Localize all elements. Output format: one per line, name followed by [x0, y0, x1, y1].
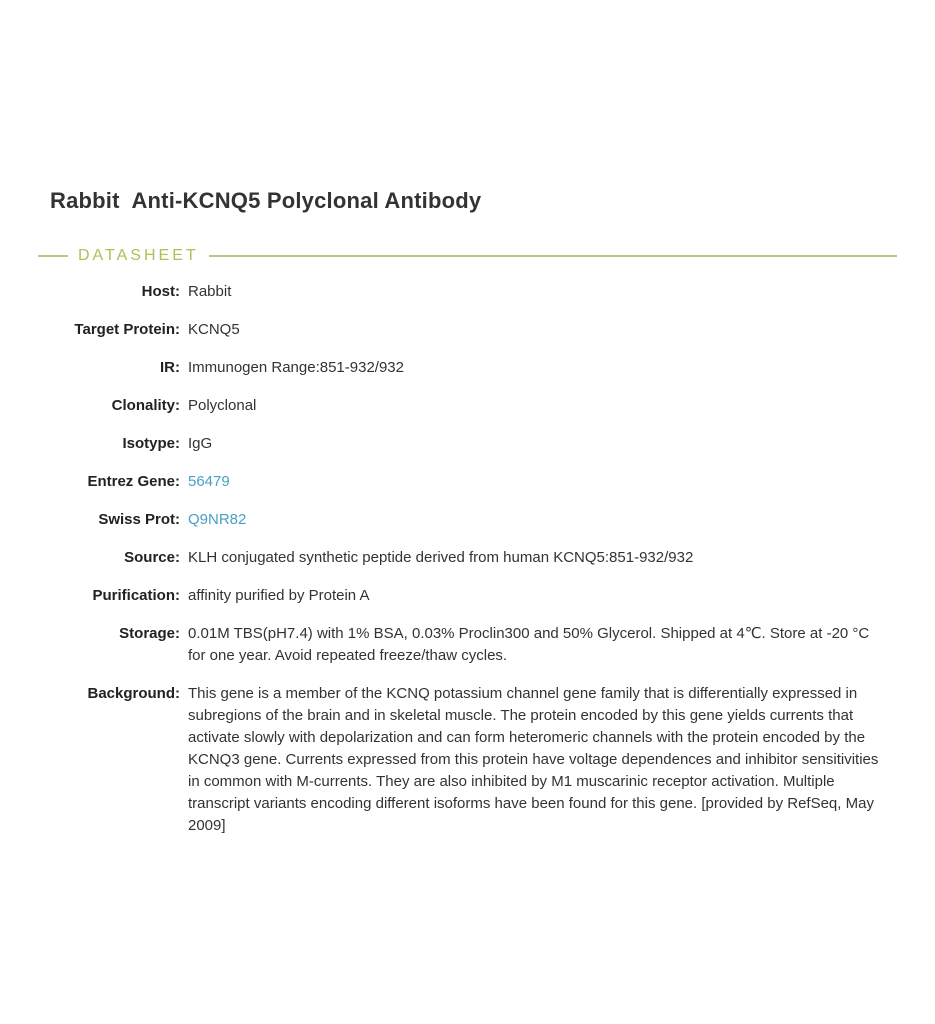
swiss-prot-link[interactable]: Q9NR82: [188, 511, 247, 528]
field-label: Swiss Prot:: [98, 511, 180, 528]
field-row-host: [40, 281, 890, 303]
field-value: Immunogen Range:851-932/932: [188, 359, 404, 376]
field-label: Purification:: [92, 587, 180, 604]
left-dash-divider: [38, 255, 68, 257]
field-value: IgG: [188, 435, 213, 452]
section-title: DATASHEET: [78, 247, 199, 264]
field-row-entrez-gene: [40, 471, 890, 493]
field-value: KCNQ5: [188, 321, 240, 338]
field-value: affinity purified by Protein A: [188, 587, 370, 604]
field-label: Storage:: [119, 625, 180, 642]
field-row-ir: [40, 357, 890, 379]
page-title: Rabbit Anti-KCNQ5 Polyclonal Antibody: [50, 187, 482, 213]
field-row-target-protein: [40, 319, 890, 341]
entrez-gene-link[interactable]: 56479: [188, 473, 230, 490]
field-row-background: [40, 683, 890, 837]
field-row-isotype: [40, 433, 890, 455]
field-row-clonality: [40, 395, 890, 417]
field-label: Target Protein:: [74, 321, 180, 338]
field-row-swiss-prot: [40, 509, 890, 531]
horizontal-rule: [209, 255, 897, 257]
field-label: IR:: [160, 359, 180, 376]
field-value: 0.01M TBS(pH7.4) with 1% BSA, 0.03% Proclin300 and 50% Glycerol. Shipped at 4℃. Store at -20 °C for one year. Avoid repeated freeze/thaw cycles.: [188, 625, 870, 664]
field-row-purification: [40, 585, 890, 607]
field-value: Rabbit: [188, 283, 232, 300]
field-value: This gene is a member of the KCNQ potassium channel gene family that is differentially expressed in subregions of the brain and in skeletal muscle. The protein encoded by this gene yields currents that activate slowly with depolarization and can form heteromeric channels with the protein encoded by the KCNQ3 gene. Currents expressed from this protein have voltage dependences and inhibitor sensitivities in common with M-currents. They are also inhibited by M1 muscarinic receptor activation. Multiple transcript variants encoding different isoforms have been found for this gene. [provided by RefSeq, May 2009]: [188, 685, 879, 834]
field-value: KLH conjugated synthetic peptide derived from human KCNQ5:851-932/932: [188, 549, 694, 566]
field-list: [40, 281, 890, 853]
field-label: Entrez Gene:: [87, 473, 180, 490]
field-value: Polyclonal: [188, 397, 257, 414]
field-label: Background:: [87, 685, 180, 702]
field-row-source: [40, 547, 890, 569]
field-row-storage: [40, 623, 890, 667]
datasheet-section-header: [38, 247, 897, 265]
field-label: Host:: [141, 283, 180, 300]
field-label: Source:: [124, 549, 180, 566]
field-label: Isotype:: [122, 435, 180, 452]
field-label: Clonality:: [111, 397, 180, 414]
